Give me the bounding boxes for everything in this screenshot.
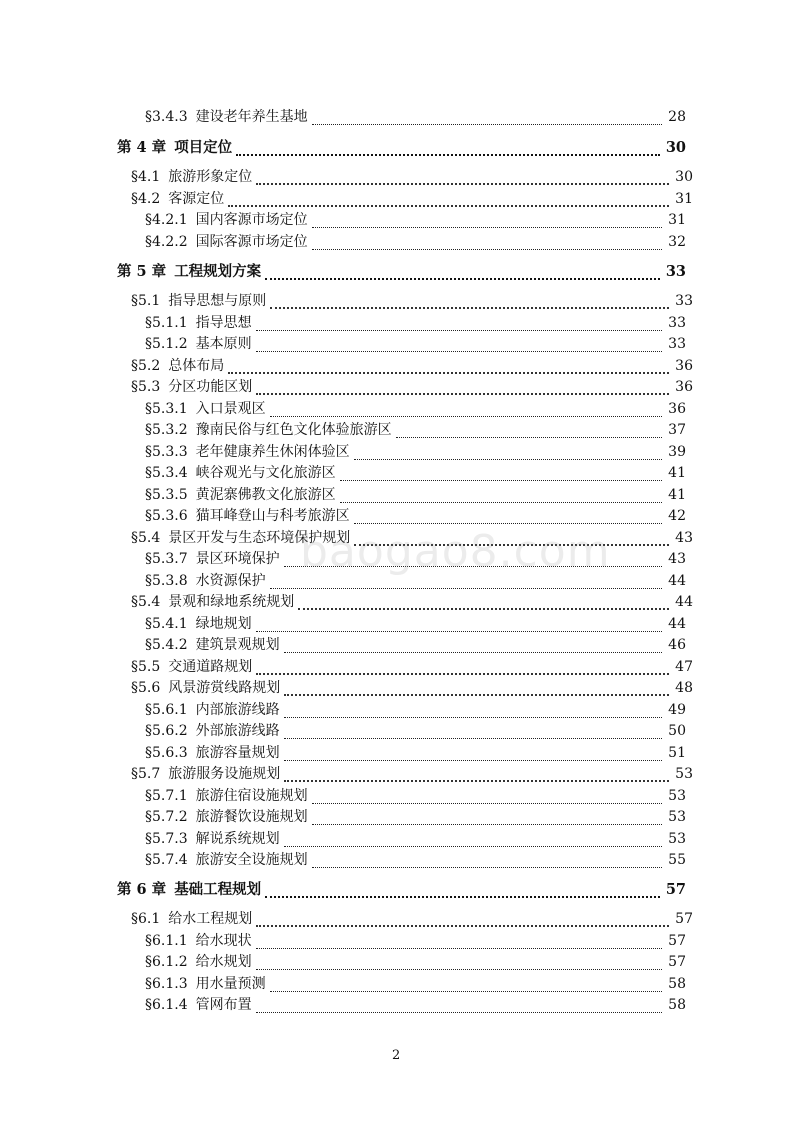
dot-leader — [256, 318, 662, 331]
toc-entry-title: 入口景观区 — [195, 401, 266, 417]
toc-entry-number: §6.1 — [131, 911, 161, 927]
toc-entry-row[interactable] — [145, 313, 686, 333]
toc-entry-title: 总体布局 — [168, 358, 225, 374]
toc-entry-row[interactable] — [131, 657, 693, 677]
dot-leader — [270, 404, 662, 417]
toc-entry-row[interactable] — [131, 377, 693, 397]
toc-entry-title: 内部旅游线路 — [195, 702, 280, 718]
toc-entry-page: 39 — [668, 444, 686, 460]
toc-entry-number: 第 4 章 — [117, 139, 167, 156]
toc-entry-number: 第 5 章 — [117, 263, 167, 280]
toc-entry-page: 53 — [668, 809, 686, 825]
toc-entry-number: §5.5 — [131, 659, 161, 675]
toc-entry-number: §5.3.1 — [145, 401, 188, 417]
toc-entry-number: §5.3.5 — [145, 487, 188, 503]
toc-entry-row[interactable] — [145, 721, 686, 741]
toc-entry-page: 58 — [668, 997, 686, 1013]
toc-entry-row[interactable] — [145, 829, 686, 849]
toc-entry-page: 57 — [665, 881, 686, 898]
toc-chapter-row[interactable] — [117, 262, 686, 282]
toc-entry-row[interactable] — [145, 463, 686, 483]
dot-leader — [270, 979, 662, 992]
toc-entry-number: §5.7.3 — [145, 831, 188, 847]
toc-entry-title: 给水现状 — [195, 933, 252, 949]
toc-entry-number: §5.6.2 — [145, 723, 188, 739]
toc-entry-page: 48 — [675, 680, 693, 696]
toc-entry-title: 建筑景观规划 — [195, 637, 280, 653]
toc-entry-number: §5.4.2 — [145, 637, 188, 653]
dot-leader — [340, 468, 662, 481]
toc-entry-title: 旅游安全设施规划 — [195, 852, 308, 868]
toc-entry-page: 44 — [675, 594, 693, 610]
toc-entry-title: 峡谷观光与文化旅游区 — [195, 465, 336, 481]
toc-entry-row[interactable] — [131, 764, 693, 784]
toc-entry-page: 36 — [668, 401, 686, 417]
toc-entry-number: §5.7.2 — [145, 809, 188, 825]
toc-entry-number: §5.4 — [131, 530, 161, 546]
dot-leader — [354, 511, 662, 524]
dot-leader — [312, 112, 662, 125]
toc-entry-number: §6.1.2 — [145, 954, 188, 970]
toc-chapter-row[interactable] — [117, 138, 686, 158]
toc-entry-number: §6.1.4 — [145, 997, 188, 1013]
toc-entry-page: 42 — [668, 508, 686, 524]
toc-entry-page: 47 — [675, 659, 693, 675]
toc-entry-row[interactable] — [131, 167, 693, 187]
toc-entry-page: 43 — [675, 530, 693, 546]
toc-entry-title: 给水工程规划 — [168, 911, 253, 927]
toc-entry-page: 53 — [668, 831, 686, 847]
dot-leader — [284, 554, 662, 567]
toc-entry-row[interactable] — [145, 210, 686, 230]
toc-entry-page: 33 — [665, 263, 686, 280]
toc-entry-row[interactable] — [145, 107, 686, 127]
toc-entry-number: §4.1 — [131, 169, 161, 185]
dot-leader — [256, 171, 669, 185]
toc-entry-number: §5.3 — [131, 379, 161, 395]
toc-entry-page: 53 — [668, 788, 686, 804]
toc-entry-number: §5.3.2 — [145, 422, 188, 438]
toc-entry-number: §5.3.3 — [145, 444, 188, 460]
dot-leader — [256, 339, 662, 352]
toc-entry-title: 猫耳峰登山与科考旅游区 — [195, 508, 350, 524]
toc-entry-row[interactable] — [145, 635, 686, 655]
dot-leader — [256, 957, 662, 970]
toc-entry-row[interactable] — [145, 743, 686, 763]
toc-entry-title: 国际客源市场定位 — [195, 234, 308, 250]
toc-entry-row[interactable] — [131, 678, 693, 698]
toc-entry-title: 旅游容量规划 — [195, 745, 280, 761]
toc-entry-page: 55 — [668, 852, 686, 868]
toc-entry-title: 用水量预测 — [195, 976, 266, 992]
toc-entry-page: 32 — [668, 234, 686, 250]
toc-entry-title: 解说系统规划 — [195, 831, 280, 847]
toc-entry-page: 33 — [668, 315, 686, 331]
toc-entry-number: §5.3.6 — [145, 508, 188, 524]
dot-leader — [228, 360, 669, 374]
toc-entry-page: 37 — [668, 422, 686, 438]
toc-entry-row[interactable] — [145, 931, 686, 951]
dot-leader — [270, 576, 662, 589]
toc-entry-title: 景区开发与生态环境保护规划 — [168, 530, 351, 546]
dot-leader — [265, 884, 660, 898]
watermark: baogao8.com — [300, 526, 611, 577]
toc-entry-row[interactable] — [145, 485, 686, 505]
toc-entry-number: §5.6.1 — [145, 702, 188, 718]
toc-entry-row[interactable] — [145, 974, 686, 994]
toc-entry-page: 58 — [668, 976, 686, 992]
toc-entry-number: §5.7.1 — [145, 788, 188, 804]
toc-entry-row[interactable] — [131, 528, 693, 548]
toc-entry-title: 景区环境保护 — [195, 551, 280, 567]
dot-leader — [228, 193, 669, 207]
toc-entry-number: §5.3.7 — [145, 551, 188, 567]
toc-entry-page: 31 — [675, 191, 693, 207]
toc-entry-row[interactable] — [131, 592, 693, 612]
toc-entry-row[interactable] — [145, 399, 686, 419]
toc-entry-row[interactable] — [145, 571, 686, 591]
toc-entry-row[interactable] — [145, 614, 686, 634]
toc-entry-page: 50 — [668, 723, 686, 739]
toc-entry-row[interactable] — [131, 356, 693, 376]
toc-entry-title: 旅游住宿设施规划 — [195, 788, 308, 804]
toc-entry-number: §5.2 — [131, 358, 161, 374]
dot-leader — [284, 834, 662, 847]
toc-entry-title: 黄泥寨佛教文化旅游区 — [195, 487, 336, 503]
toc-entry-number: §5.4 — [131, 594, 161, 610]
dot-leader — [256, 661, 669, 675]
toc-entry-number: 第 6 章 — [117, 881, 167, 898]
toc-entry-page: 51 — [668, 745, 686, 761]
toc-entry-page: 41 — [668, 487, 686, 503]
toc-entry-title: 基础工程规划 — [174, 881, 262, 898]
dot-leader — [284, 682, 669, 696]
toc-chapter-row[interactable] — [117, 880, 686, 900]
toc-entry-number: §5.6.3 — [145, 745, 188, 761]
dot-leader — [396, 425, 662, 438]
toc-entry-title: 客源定位 — [168, 191, 225, 207]
toc-entry-title: 指导思想 — [195, 315, 252, 331]
toc-entry-page: 36 — [675, 358, 693, 374]
toc-entry-number: §4.2.1 — [145, 212, 188, 228]
dot-leader — [312, 812, 662, 825]
toc-entry-page: 33 — [675, 293, 693, 309]
toc-entry-page: 36 — [675, 379, 693, 395]
toc-entry-page: 28 — [668, 109, 686, 125]
toc-entry-number: §4.2.2 — [145, 234, 188, 250]
toc-entry-row[interactable] — [145, 420, 686, 440]
toc-entry-title: 分区功能区划 — [168, 379, 253, 395]
toc-entry-title: 风景游赏线路规划 — [168, 680, 281, 696]
toc-entry-row[interactable] — [145, 995, 686, 1015]
dot-leader — [354, 532, 669, 546]
toc-entry-row[interactable] — [145, 442, 686, 462]
toc-entry-page: 57 — [668, 954, 686, 970]
toc-entry-title: 管网布置 — [195, 997, 252, 1013]
toc-entry-number: §5.7 — [131, 766, 161, 782]
toc-entry-row[interactable] — [131, 909, 693, 929]
toc-entry-number: §5.1 — [131, 293, 161, 309]
dot-leader — [256, 381, 669, 395]
toc-entry-number: §5.3.4 — [145, 465, 188, 481]
toc-entry-page: 31 — [668, 212, 686, 228]
toc-entry-number: §5.3.8 — [145, 573, 188, 589]
toc-entry-title: 水资源保护 — [195, 573, 266, 589]
dot-leader — [284, 640, 662, 653]
toc-entry-page: 49 — [668, 702, 686, 718]
toc-entry-number: §5.4.1 — [145, 616, 188, 632]
toc-entry-title: 工程规划方案 — [174, 263, 262, 280]
dot-leader — [284, 726, 662, 739]
toc-entry-page: 43 — [668, 551, 686, 567]
toc-entry-title: 国内客源市场定位 — [195, 212, 308, 228]
toc-entry-number: §5.1.2 — [145, 336, 188, 352]
dot-leader — [284, 705, 662, 718]
toc-entry-number: §5.7.4 — [145, 852, 188, 868]
toc-entry-row[interactable] — [145, 334, 686, 354]
toc-entry-page: 41 — [668, 465, 686, 481]
toc-entry-title: 外部旅游线路 — [195, 723, 280, 739]
dot-leader — [284, 748, 662, 761]
toc-entry-page: 44 — [668, 616, 686, 632]
toc-entry-page: 44 — [668, 573, 686, 589]
toc-entry-title: 绿地规划 — [195, 616, 252, 632]
toc-entry-row[interactable] — [145, 506, 686, 526]
dot-leader — [236, 142, 660, 156]
dot-leader — [312, 215, 662, 228]
dot-leader — [284, 768, 669, 782]
toc-entry-title: 交通道路规划 — [168, 659, 253, 675]
toc-entry-number: §4.2 — [131, 191, 161, 207]
dot-leader — [270, 295, 669, 309]
toc-entry-number: §5.6 — [131, 680, 161, 696]
toc-entry-row[interactable] — [145, 807, 686, 827]
toc-entry-title: 旅游形象定位 — [168, 169, 253, 185]
dot-leader — [312, 791, 662, 804]
dot-leader — [312, 855, 662, 868]
toc-entry-row[interactable] — [145, 700, 686, 720]
toc-entry-number: §6.1.3 — [145, 976, 188, 992]
dot-leader — [256, 619, 662, 632]
dot-leader — [298, 596, 669, 610]
dot-leader — [312, 237, 662, 250]
toc-entry-page: 53 — [675, 766, 693, 782]
toc-entry-page: 33 — [668, 336, 686, 352]
dot-leader — [354, 447, 662, 460]
toc-entry-title: 建设老年养生基地 — [195, 109, 308, 125]
toc-entry-title: 旅游服务设施规划 — [168, 766, 281, 782]
toc-entry-row[interactable] — [145, 952, 686, 972]
toc-entry-row[interactable] — [145, 232, 686, 252]
toc-entry-row[interactable] — [131, 291, 693, 311]
toc-entry-number: §5.1.1 — [145, 315, 188, 331]
toc-entry-title: 豫南民俗与红色文化体验旅游区 — [195, 422, 392, 438]
toc-entry-page: 57 — [668, 933, 686, 949]
dot-leader — [265, 266, 660, 280]
toc-entry-title: 旅游餐饮设施规划 — [195, 809, 308, 825]
toc-entry-page: 46 — [668, 637, 686, 653]
toc-entry-row[interactable] — [131, 189, 693, 209]
toc-entry-title: 给水规划 — [195, 954, 252, 970]
toc-entry-page: 30 — [665, 139, 686, 156]
toc-entry-number: §6.1.1 — [145, 933, 188, 949]
dot-leader — [256, 936, 662, 949]
toc-entry-title: 指导思想与原则 — [168, 293, 267, 309]
toc-entry-title: 基本原则 — [195, 336, 252, 352]
dot-leader — [256, 913, 669, 927]
toc-entry-page: 30 — [675, 169, 693, 185]
toc-entry-row[interactable] — [145, 850, 686, 870]
toc-entry-row[interactable] — [145, 549, 686, 569]
toc-entry-row[interactable] — [145, 786, 686, 806]
toc-entry-page: 57 — [675, 911, 693, 927]
toc-entry-title: 老年健康养生休闲体验区 — [195, 444, 350, 460]
toc-entry-title: 景观和绿地系统规划 — [168, 594, 295, 610]
dot-leader — [256, 1000, 662, 1013]
toc-entry-title: 项目定位 — [174, 139, 233, 156]
dot-leader — [340, 490, 662, 503]
toc-entry-number: §3.4.3 — [145, 109, 188, 125]
page-number: 2 — [392, 1048, 401, 1063]
